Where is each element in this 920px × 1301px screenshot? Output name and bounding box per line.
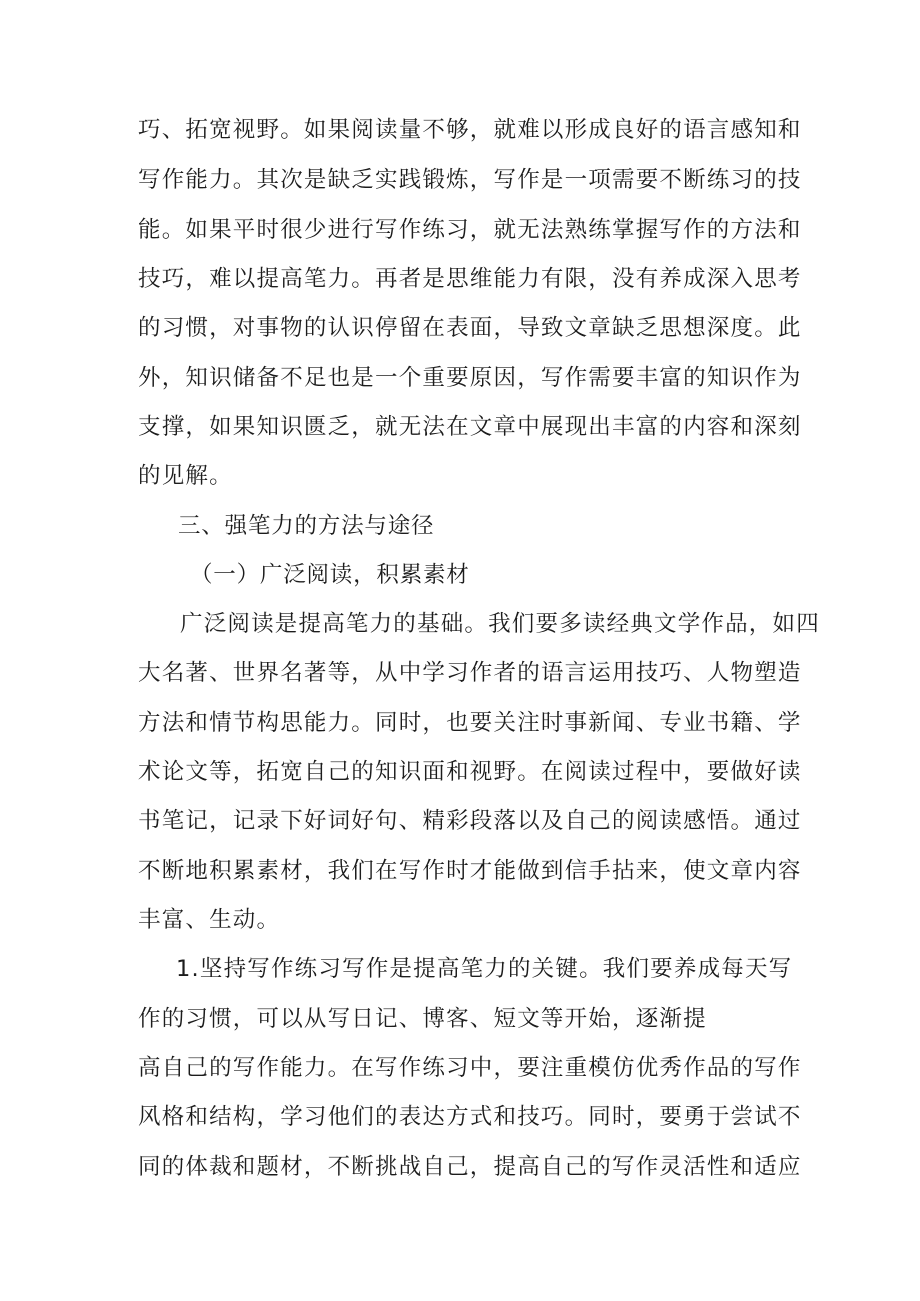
paragraph-line: 1.坚持写作练习写作是提高笔力的关键。我们要养成每天写 [176,956,793,982]
paragraph-line: 方法和情节构思能力。同时，也要关注时事新闻、专业书籍、学 [138,710,802,736]
paragraph-line: 外，知识储备不足也是一个重要原因，写作需要丰富的知识作为 [138,365,802,391]
paragraph-line: 作的习惯，可以从写日记、博客、短文等开始，逐渐提 [138,1006,707,1032]
paragraph-line: 巧、拓宽视野。如果阅读量不够，就难以形成良好的语言感知和 [138,117,802,143]
paragraph-line: 风格和结构，学习他们的表达方式和技巧。同时，要勇于尝试不 [138,1104,802,1130]
paragraph-line: 的见解。 [138,463,233,489]
section-heading: 三、强笔力的方法与途径 [178,513,435,539]
paragraph-line: 的习惯，对事物的认识停留在表面，导致文章缺乏思想深度。此 [138,315,802,341]
paragraph-line: 书笔记，记录下好词好句、精彩段落以及自己的阅读感悟。通过 [138,808,802,834]
paragraph-line: 高自己的写作能力。在写作练习中，要注重模仿优秀作品的写作 [138,1055,802,1081]
paragraph-line: 能。如果平时很少进行写作练习，就无法熟练掌握写作的方法和 [138,217,802,243]
paragraph-line: 广泛阅读是提高笔力的基础。我们要多读经典文学作品，如四 [180,611,820,637]
paragraph-line: 术论文等，拓宽自己的知识面和视野。在阅读过程中，要做好读 [138,759,802,785]
paragraph-line: 同的体裁和题材，不断挑战自己，提高自己的写作灵活性和适应 [138,1154,802,1180]
paragraph-line: 不断地积累素材，我们在写作时才能做到信手拈来，使文章内容 [138,858,802,884]
paragraph-line: 技巧，难以提高笔力。再者是思维能力有限，没有养成深入思考 [138,266,802,292]
subsection-heading: （一）广泛阅读，积累素材 [190,562,470,588]
paragraph-line: 大名著、世界名著等，从中学习作者的语言运用技巧、人物塑造 [138,660,802,686]
paragraph-line: 支撑，如果知识匮乏，就无法在文章中展现出丰富的内容和深刻 [138,414,802,440]
paragraph-line: 写作能力。其次是缺乏实践锻炼，写作是一项需要不断练习的技 [138,167,802,193]
paragraph-line: 丰富、生动。 [138,907,281,933]
